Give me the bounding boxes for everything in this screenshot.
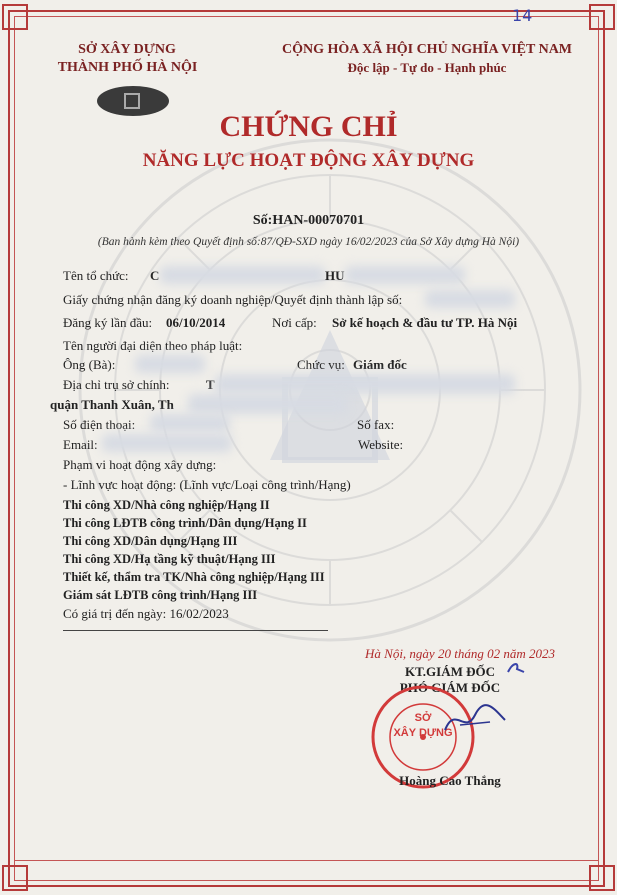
signer-title-line-2: PHÓ GIÁM ĐỐC <box>399 680 501 695</box>
handwritten-number: 14 <box>512 6 533 25</box>
scope-item: Giám sát LĐTB công trình/Hạng III <box>63 588 258 602</box>
certificate-title: CHỨNG CHỈ <box>219 110 398 143</box>
legal-representative-label: Tên người đại diện theo pháp luật: <box>63 338 243 353</box>
address-label: Địa chỉ trụ sở chính: <box>63 377 170 392</box>
first-registration-value: 06/10/2014 <box>166 315 226 330</box>
scope-label: Phạm vi hoạt động xây dựng: <box>63 457 217 472</box>
scope-item: Thi công XD/Hạ tầng kỹ thuật/Hạng III <box>63 552 276 566</box>
redacted-person-name <box>135 355 205 373</box>
signer-title-line-1: KT.GIÁM ĐỐC <box>404 664 496 679</box>
issued-by-label: Nơi cấp: <box>272 315 317 330</box>
divider <box>63 630 328 631</box>
country-motto: Độc lập - Tự do - Hạnh phúc <box>347 60 507 75</box>
redacted-org-name-2 <box>345 266 465 284</box>
seal-text-line-2: XÂY DỰNG <box>393 727 453 739</box>
address-line-2: quận Thanh Xuân, Th <box>50 397 174 412</box>
agency-line-1: SỞ XÂY DỰNG <box>78 42 176 57</box>
email-label: Email: <box>63 437 98 452</box>
org-name-label: Tên tổ chức: <box>63 268 129 283</box>
issuance-note: (Ban hành kèm theo Quyết định số:87/QĐ-SXD ngày 16/02/2023 của Sở Xây dựng Hà Nội) <box>97 236 520 248</box>
agency-line-2: THÀNH PHỐ HÀ NỘI <box>57 60 198 75</box>
scope-item: Thi công XD/Nhà công nghiệp/Hạng II <box>63 498 270 512</box>
scope-item: Thi công XD/Dân dụng/Hạng III <box>63 534 238 548</box>
place-date: Hà Nội, ngày 20 tháng 02 năm 2023 <box>365 646 555 661</box>
redacted-phone <box>150 414 230 432</box>
first-registration-label: Đăng ký lần đầu: <box>63 315 153 330</box>
phone-label: Số điện thoại: <box>63 417 136 432</box>
license-label: Giấy chứng nhận đăng ký doanh nghiệp/Quyết định thành lập số: <box>63 292 403 307</box>
corner-ornament-top-left <box>2 4 28 30</box>
redacted-license-number <box>425 290 515 308</box>
scope-sub-label: - Lĩnh vực hoạt động: (Lĩnh vực/Loại công trình/Hạng) <box>63 477 351 492</box>
certificate-subtitle: NĂNG LỰC HOẠT ĐỘNG XÂY DỰNG <box>142 150 475 171</box>
position-label: Chức vụ: <box>297 357 345 372</box>
hologram-emblem-icon <box>124 93 140 109</box>
website-label: Website: <box>358 437 404 452</box>
bottom-ornament-band <box>14 860 599 881</box>
address-value-start: T <box>206 377 215 392</box>
signer-name: Hoàng Cao Thắng <box>399 773 501 788</box>
valid-until: Có giá trị đến ngày: 16/02/2023 <box>63 606 229 621</box>
scope-item: Thiết kế, thẩm tra TK/Nhà công nghiệp/Hạng III <box>63 570 325 584</box>
org-name-value: C <box>150 268 160 283</box>
corner-ornament-top-right <box>589 4 615 30</box>
issued-by-value: Sở kế hoạch & đầu tư TP. Hà Nội <box>332 315 518 330</box>
redacted-address-1 <box>215 374 515 394</box>
signature-icon <box>440 700 510 740</box>
position-value: Giám đốc <box>353 357 407 372</box>
redacted-address-2 <box>188 394 348 414</box>
redacted-org-name <box>160 266 325 284</box>
certificate-number: Số:HAN-00070701 <box>252 213 365 228</box>
person-label: Ông (Bà): <box>63 357 116 372</box>
fax-label: Số fax: <box>357 417 395 432</box>
scope-item: Thi công LĐTB công trình/Dân dụng/Hạng II <box>63 516 307 530</box>
country-line-1: CỘNG HÒA XÃ HỘI CHỦ NGHĨA VIỆT NAM <box>282 42 573 57</box>
redacted-email <box>102 434 232 452</box>
seal-text-line-1: SỞ <box>414 712 432 724</box>
org-name-value-tail: HU <box>325 268 345 283</box>
initial-mark-icon <box>505 660 527 676</box>
